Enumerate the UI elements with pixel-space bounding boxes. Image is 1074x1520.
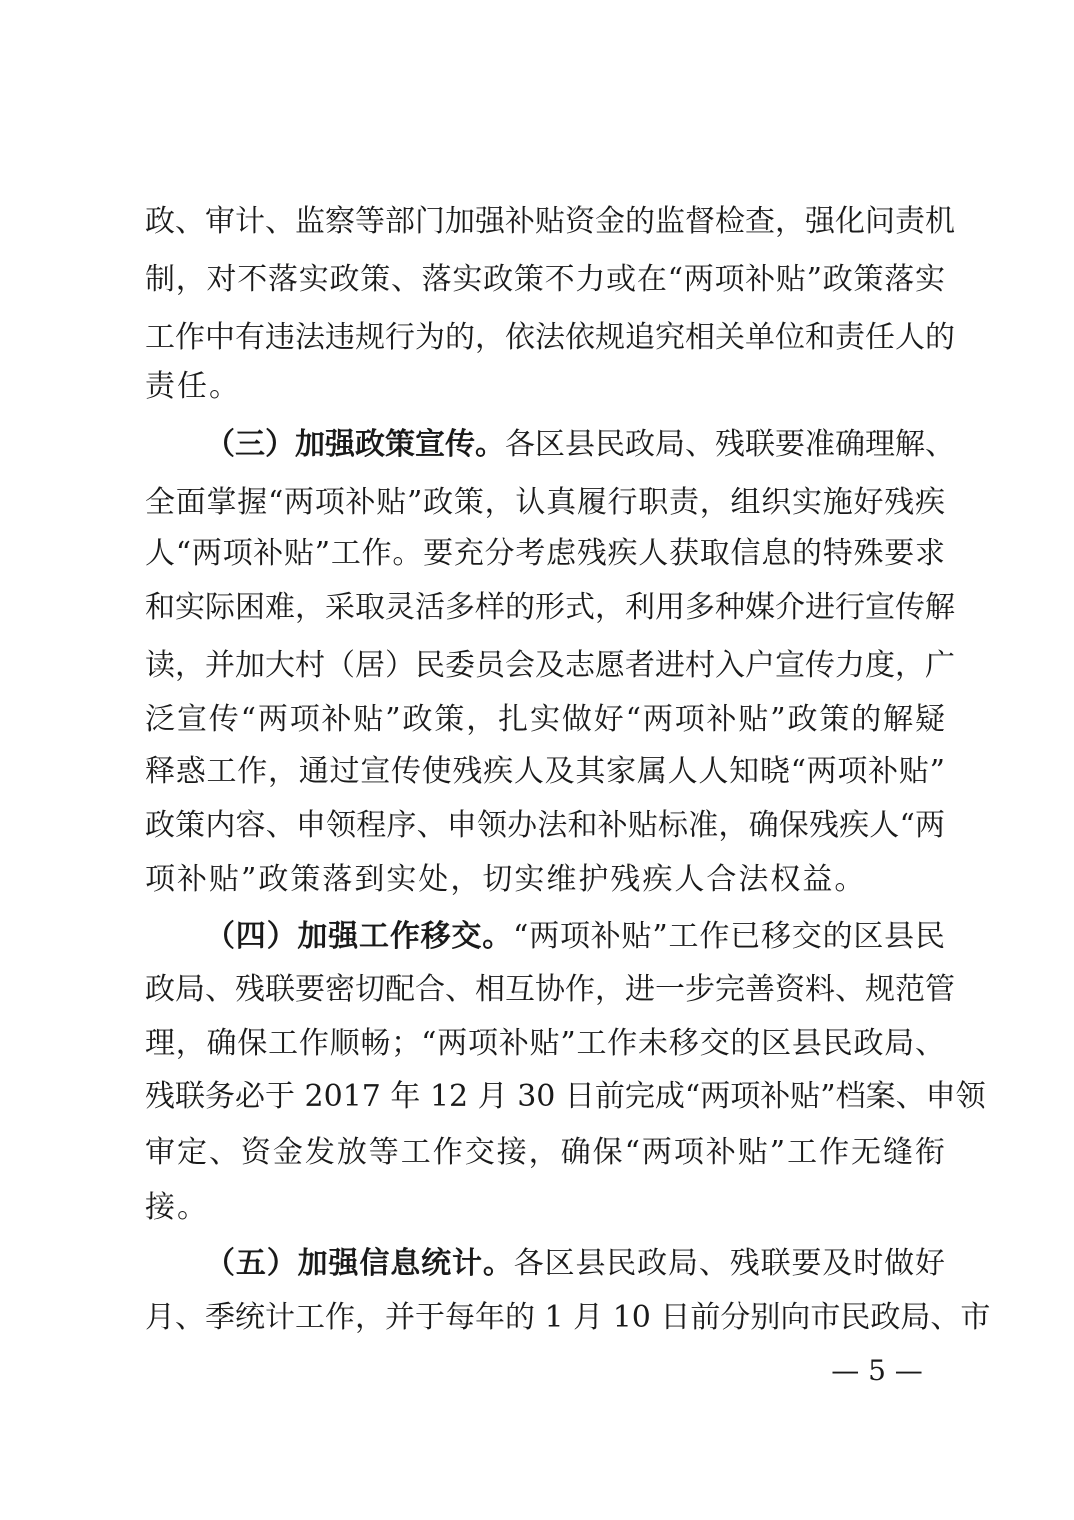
section-5-first-line: [205, 1244, 945, 1284]
text-line: 残联务必于 2017 年 12 月 30 日前完成“两项补贴”档案、申领: [145, 1079, 986, 1114]
page-number: — 5 —: [831, 1354, 923, 1387]
text-line: 项补贴”政策落到实处，切实维护残疾人合法权益。: [145, 862, 867, 897]
text-span: 各区县民政局、残联要及时做好: [513, 1246, 946, 1281]
text-line: 工作中有违法违规行为的，依法依规追究相关单位和责任人的: [145, 320, 955, 355]
section-4-first-line: [205, 917, 945, 957]
text-line: 读，并加大村（居）民委员会及志愿者进村入户宣传力度，广: [145, 648, 955, 683]
text-span: 各区县民政局、残联要准确理解、: [505, 427, 955, 462]
text-line: 和实际困难，采取灵活多样的形式，利用多种媒介进行宣传解: [145, 590, 955, 625]
text-line: 接。: [145, 1190, 209, 1225]
text-line: 政、审计、监察等部门加强补贴资金的监督检查，强化问责机: [145, 204, 955, 239]
text-line: 理，确保工作顺畅；“两项补贴”工作未移交的区县民政局、: [145, 1026, 945, 1061]
text-span: “两项补贴”工作已移交的区县民: [513, 919, 945, 954]
text-line: 人“两项补贴”工作。要充分考虑残疾人获取信息的特殊要求: [145, 536, 945, 571]
text-line: 月、季统计工作，并于每年的 1 月 10 日前分别向市民政局、市: [145, 1300, 991, 1335]
text-line: 审定、资金发放等工作交接，确保“两项补贴”工作无缝衔: [145, 1135, 945, 1170]
text-line: 制，对不落实政策、落实政策不力或在“两项补贴”政策落实: [145, 262, 945, 297]
section-3-first-line: [205, 425, 955, 465]
text-line: 政局、残联要密切配合、相互协作，进一步完善资料、规范管: [145, 972, 955, 1007]
section-3-heading: （三）加强政策宣传。: [205, 427, 505, 462]
text-line: 全面掌握“两项补贴”政策，认真履行职责，组织实施好残疾: [145, 485, 945, 520]
text-line: 政策内容、申领程序、申领办法和补贴标准，确保残疾人“两: [145, 808, 945, 843]
text-line: 泛宣传“两项补贴”政策，扎实做好“两项补贴”政策的解疑: [145, 702, 945, 737]
text-line: 责任。: [145, 369, 241, 404]
section-4-heading: （四）加强工作移交。: [205, 919, 514, 954]
section-5-heading: （五）加强信息统计。: [205, 1246, 514, 1281]
text-line: 释惑工作，通过宣传使残疾人及其家属人人知晓“两项补贴”: [145, 754, 945, 789]
